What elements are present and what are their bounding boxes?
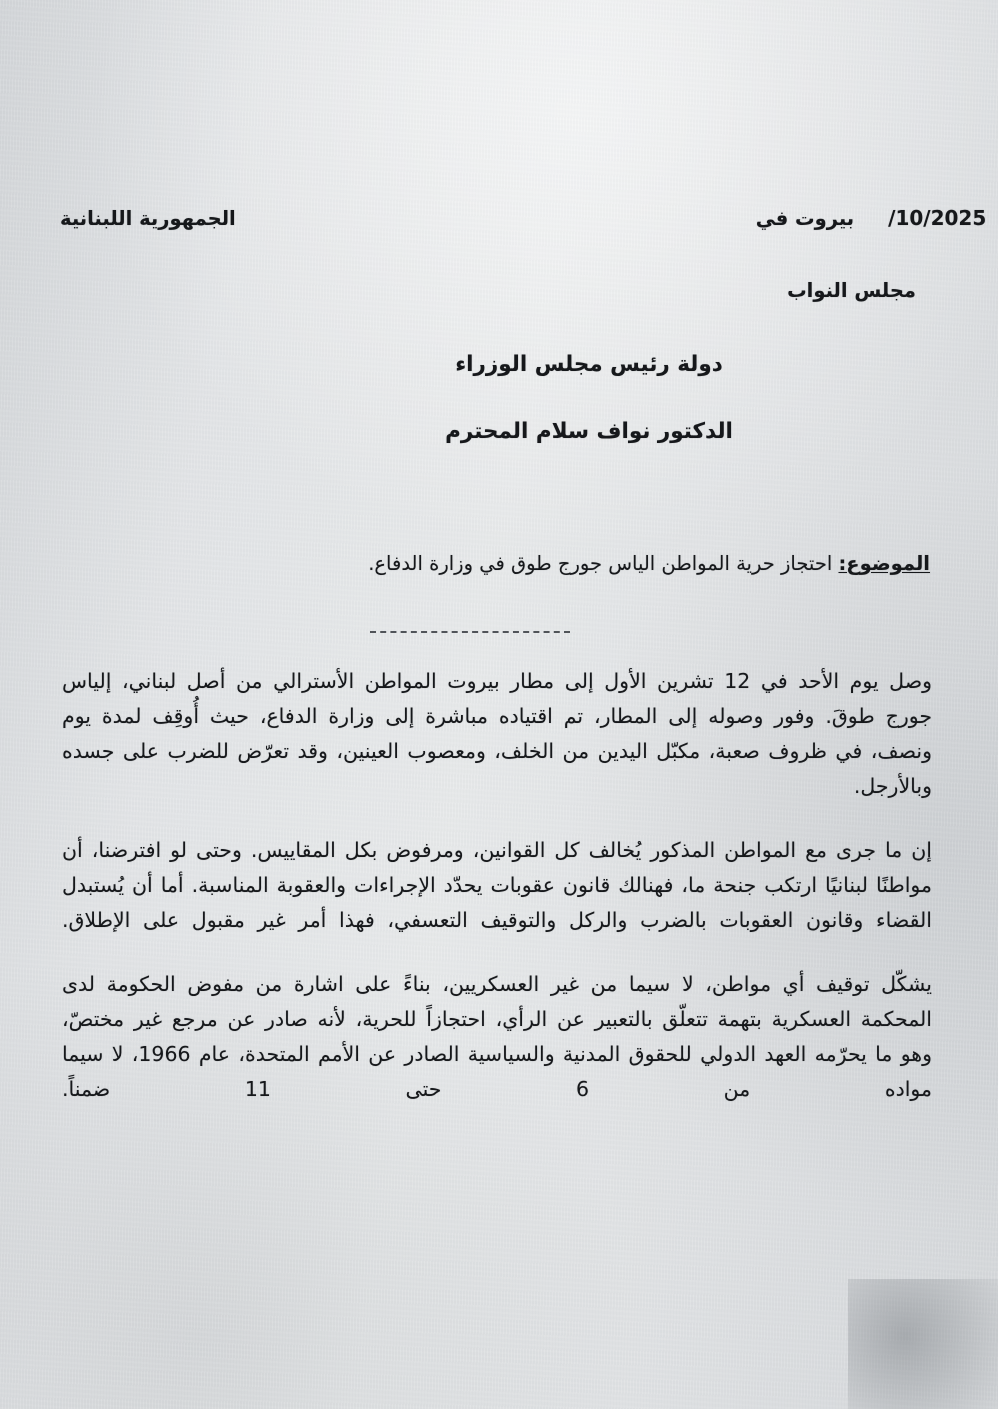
- paragraph-text: وصل يوم الأحد في 12 تشرين الأول إلى مطار بيروت المواطن الأسترالي من أصل لبناني، إلياس جورج طوقَ. وفور وصوله إلى المطار، تم اقتياده مباشرة إلى وزارة الدفاع، حيث أُوقِف لمدة يوم ونصف، في ظروف صعبة، مكبّل اليدين من الخلف، ومعصوب العينين، وقد تعرّض: [62, 669, 933, 763]
- paragraph-text: إن ما جرى مع المواطن المذكور يُخالف كل القوانين، ومرفوض بكل المقاييس. وحتى لو افترضنا، أن مواطنًا لبنانيًا ارتكب جنحة ما، فهنالك قانون عقوبات يحدّد الإجراءات والعقوبة المناسبة. أما أن يُستبدل القضاء وقانون العقوبات بالضرب والركل والتوقيف التعسفي، فهذا أمر: [62, 838, 932, 932]
- separator-rule: [370, 631, 570, 633]
- subject-label: الموضوع:: [838, 552, 930, 575]
- subject-line: [368, 552, 930, 575]
- republic-heading: الجمهورية اللبنانية: [60, 207, 236, 230]
- body-paragraph: [62, 664, 932, 804]
- addressee-block: [0, 352, 998, 444]
- date-label: بيروت في: [755, 207, 855, 230]
- body-paragraph: [62, 967, 932, 1107]
- paragraph-tail: عام 1966، لا سيما مواده من 6 حتى 11 ضمناً.: [62, 1042, 932, 1101]
- dateline: [756, 206, 987, 230]
- paragraph-text: يشكّل توقيف أي مواطن، لا سيما من غير العسكريين، بناءً على اشارة من مفوض الحكومة لدى المحكمة العسكرية بتهمة تتعلّق بالتعبير عن الرأي، احتجازاً للحرية، لأنه صادر عن مرجع غير مختصّ، وهو ما يحرّمه العهد الدولي للحقوق المدنية والسياسية الصادر عن الأمم المتحدة،: [62, 972, 933, 1066]
- paragraph-tail: غير مقبول على الإطلاق.: [62, 908, 286, 932]
- separator: [0, 631, 998, 633]
- document-body: [62, 664, 932, 1107]
- addressee-name: الدكتور نواف سلام المحترم: [445, 419, 733, 444]
- paragraph-tail: للضرب على جسده وبالأرجل.: [62, 739, 932, 798]
- subject-text: احتجاز حرية المواطن الياس جورج طوق في وزارة الدفاع.: [368, 552, 839, 575]
- institution-heading: مجلس النواب: [787, 279, 916, 302]
- document-header: [60, 206, 987, 230]
- date-value: /10/2025: [888, 206, 987, 230]
- addressee-title: دولة رئيس مجلس الوزراء: [455, 352, 723, 377]
- body-paragraph: [62, 833, 932, 938]
